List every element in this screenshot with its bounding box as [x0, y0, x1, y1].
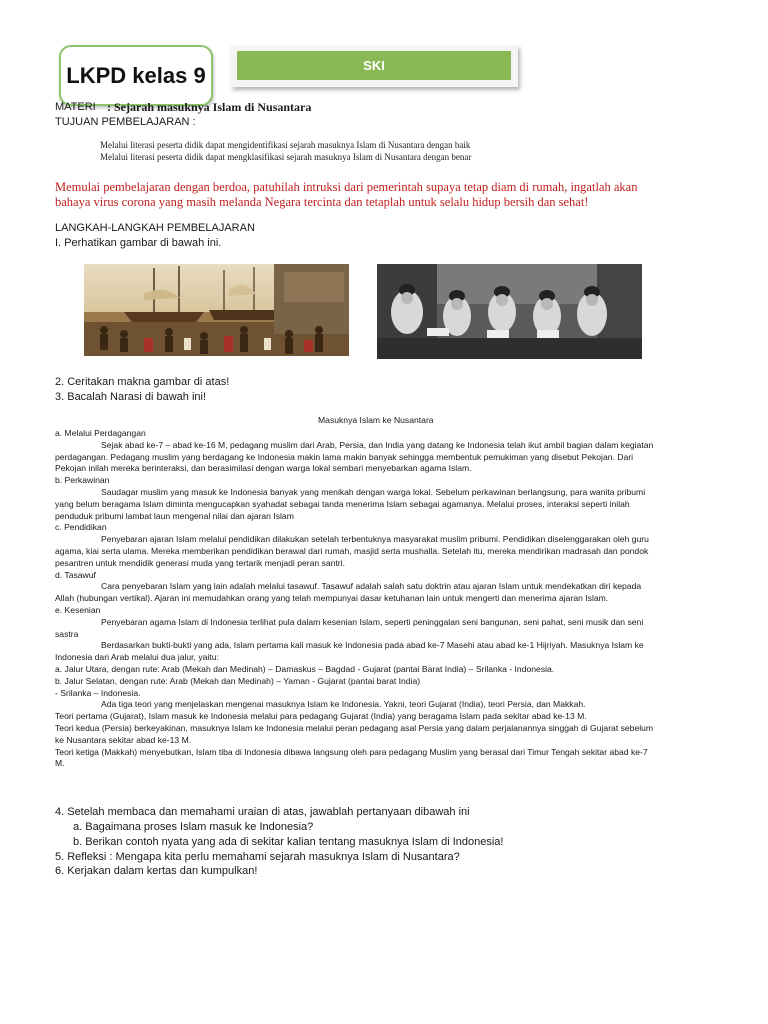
narrative-line: perdagangan. Pedagang muslim yang berdagang ke Indonesia makin lama makin banyak sehingga membentuk pemukiman yang disebut Pekojan. Dari [55, 451, 634, 462]
step-3: 3. Bacalah Narasi di bawah ini! [55, 391, 207, 403]
narrative-title: Masuknya Islam ke Nusantara [318, 415, 434, 425]
narrative-line: sastra [55, 628, 79, 639]
question-4a: a. Bagaimana proses Islam masuk ke Indonesia? [73, 821, 314, 833]
tujuan-label: TUJUAN PEMBELAJARAN : [55, 116, 196, 128]
narrative-line: yang belum beragama Islam diminta mengucapkan syahadat sebagai tanda menerima Islam sebagai agamanya. Melalui proses, interaksi seperti inilah [55, 498, 630, 509]
narrative-line: a. Melalui Perdagangan [55, 428, 146, 438]
narrative-line: Teori kedua (Persia) berkeyakinan, masuknya Islam ke Indonesia melalui peran pedagang asal Persia yang dalam perjalanannya singgah di Gujarat sebelum [55, 722, 654, 733]
narrative-body [55, 428, 720, 770]
lkpd-title-box [59, 45, 213, 106]
notice-line-2: bahaya virus corona yang masih melanda Negara tercinta dan tetaplah untuk selalu hidup bersih dan sehat! [55, 195, 589, 209]
step-1: I. Perhatikan gambar di bawah ini. [55, 237, 222, 249]
subject-label: SKI [237, 51, 511, 80]
narrative-line: agama, kiai serta ulama. Mereka memberikan pendidikan berawal dari rumah, masjid serta mushalla. Setelah itu, mereka mendirikan madrasah dan pondok [55, 545, 649, 556]
narrative-line: pesantren untuk mendidik generasi muda yang tertarik menjadi peran santri. [55, 557, 345, 568]
tujuan-item-1: Melalui literasi peserta didik dapat mengidentifikasi sejarah masuknya Islam di Nusantara dengan baik [100, 140, 471, 150]
pesantren-students-photo [377, 264, 642, 359]
narrative-line: ke Nusantara sekitar abad ke-13 M. [55, 734, 192, 745]
narrative-line: - Srilanka – Indonesia. [55, 687, 141, 698]
narrative-line: d. Tasawuf [55, 569, 96, 580]
question-5: 5. Refleksi : Mengapa kita perlu memahami sejarah masuknya Islam di Nusantara? [55, 851, 460, 863]
tujuan-item-2: Melalui literasi peserta didik dapat mengklasifikasi sejarah masuknya Islam di Nusantara dengan benar [100, 152, 472, 162]
narrative-line: Indonesia dari Arab melalui dua jalur, yaitu: [55, 652, 219, 663]
narrative-line: Ada tiga teori yang menjelaskan mengenai masuknya Islam ke Indonesia. Yakni, teori Gujarat (India), teori Persia, dan Makkah. [101, 699, 586, 710]
question-4b: b. Berikan contoh nyata yang ada di sekitar kalian tentang masuknya Islam di Indonesia! [73, 836, 504, 848]
question-4: 4. Setelah membaca dan memahami uraian di atas, jawablah pertanyaan dibawah ini [55, 806, 470, 818]
narrative-line: Saudagar muslim yang masuk ke Indonesia banyak yang menikah dengan warga lokal. Sebelum perkawinan berlangsung, para wanita pribumi [101, 486, 646, 497]
narrative-line: Teori pertama (Gujarat), Islam masuk ke Indonesia melalui para pedagang Gujarat (India) yang beragama Islam pada sekitar abad ke-13 M. [55, 711, 587, 722]
narrative-line: a. Jalur Utara, dengan rute: Arab (Mekah dan Medinah) – Damaskus – Bagdad - Gujarat (pantai Barat India) – Srilanka - Indonesia. [55, 663, 555, 674]
steps-heading: LANGKAH-LANGKAH PEMBELAJARAN [55, 222, 255, 234]
narrative-line: b. Perkawinan [55, 475, 110, 486]
lkpd-title: LKPD kelas 9 [66, 62, 206, 88]
narrative-line: Sejak abad ke-7 – abad ke-16 M, pedagang muslim dari Arab, Persia, dan India yang datang ke Indonesia telah ikut ambil bagian dalam kegiatan [101, 439, 654, 450]
narrative-line: Penyebaran agama Islam di Indonesia terlihat pula dalam kesenian Islam, seperti peninggalan seni bangunan, seni pahat, seni musik dan seni [101, 616, 644, 627]
narrative-line: M. [55, 758, 65, 769]
narrative-line: Berdasarkan bukti-bukti yang ada, Islam pertama kali masuk ke Indonesia pada abad ke-7 Masehi atau abad ke-1 Hijriyah. Masuknya Islam ke [101, 640, 644, 651]
materi-label: MATERI [55, 101, 96, 113]
narrative-line: penduduk pribumi lambat laun mengenal nilai dan ajaran Islam [55, 510, 294, 521]
narrative-line: Teori ketiga (Makkah) menyebutkan, Islam tiba di Indonesia dibawa langsung oleh para pedagang Muslim yang berasal dari Timur Tengah sekitar abad ke-7 [55, 746, 648, 757]
narrative-line: c. Pendidikan [55, 522, 107, 533]
harbour-painting-image [84, 264, 349, 356]
narrative-line: Penyebaran ajaran Islam melalui pendidikan dilakukan setelah terbentuknya masyarakat muslim pribumi. Pendidikan diselenggarakan oleh guru [101, 534, 649, 545]
materi-value: : Sejarah masuknya Islam di Nusantara [107, 100, 312, 114]
narrative-line: e. Kesenian [55, 604, 101, 615]
narrative-line: Allah (hubungan vertikal). Ajaran ini memudahkan orang yang telah mempunyai dasar ketuhanan lain untuk mengerti dan menerima ajaran Islam. [55, 593, 609, 604]
narrative-line: Cara penyebaran Islam yang lain adalah melalui tasawuf. Tasawuf adalah salah satu doktrin atau ajaran Islam untuk mendekatkan diri kepada [101, 581, 642, 592]
question-6: 6. Kerjakan dalam kertas dan kumpulkan! [55, 865, 258, 877]
narrative-line: b. Jalur Selatan, dengan rute: Arab (Mekah dan Medinah) – Yaman - Gujarat (pantai barat India) [55, 675, 421, 686]
narrative-line: Pekojan inilah mereka berinteraksi, dan berasimilasi dengan warga lokal sembari menyebarkan agama Islam. [55, 463, 472, 474]
notice-line-1: Memulai pembelajaran dengan berdoa, patuhilah intruksi dari pemerintah supaya tetap diam di rumah, ingatlah akan [55, 180, 638, 194]
step-2: 2. Ceritakan makna gambar di atas! [55, 376, 230, 388]
